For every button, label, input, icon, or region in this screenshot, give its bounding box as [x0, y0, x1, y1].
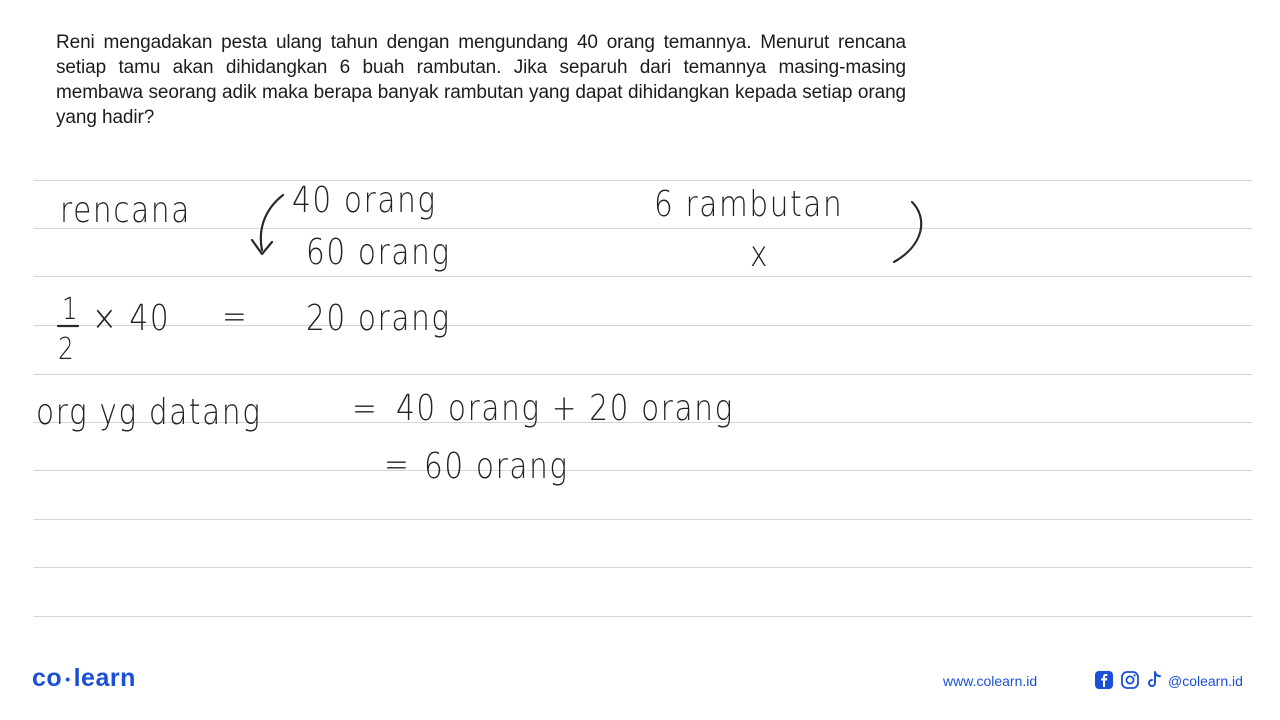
handwritten-equals: = [384, 444, 411, 485]
handwritten-sum-expression: 40 orang + 20 orang [396, 388, 734, 429]
brand-dot: • [65, 671, 71, 688]
left-arrow-bracket [252, 195, 283, 254]
handwritten-equals: = [352, 388, 379, 429]
facebook-icon[interactable] [1094, 670, 1114, 690]
handwritten-times-40: × 40 [92, 298, 171, 339]
handwritten-fraction-numerator: 1 [62, 292, 80, 327]
instagram-icon[interactable] [1120, 670, 1140, 690]
right-bracket [894, 202, 921, 262]
question-text: Reni mengadakan pesta ulang tahun dengan mengundang 40 orang temannya. Menurut rencana setiap tamu akan dihidangkan 6 buah rambutan. Jika separuh dari temannya masing-masing membawa seorang adik maka berapa banyak rambutan yang dapat dihidangkan kepada setiap orang yang hadir? [56, 32, 906, 128]
brand-right: learn [73, 664, 136, 692]
handwritten-60-orang-total: 60 orang [424, 446, 569, 487]
tiktok-icon[interactable] [1144, 670, 1164, 690]
handwritten-40-orang: 40 orang [292, 180, 437, 221]
handwritten-6-rambutan: 6 rambutan [654, 184, 844, 225]
colearn-logo [32, 664, 136, 693]
handwritten-fraction-denominator: 2 [58, 332, 76, 367]
handwritten-rencana: rencana [60, 190, 191, 231]
handwritten-equals: = [222, 296, 249, 337]
website-link[interactable]: www.colearn.id [943, 673, 1038, 689]
handwritten-x: x [750, 234, 770, 275]
handwritten-20-orang: 20 orang [306, 298, 451, 339]
brand-left: co [32, 664, 63, 692]
handwritten-60-orang: 60 orang [306, 232, 451, 273]
social-handle[interactable]: @colearn.id [1168, 673, 1243, 689]
handwritten-org-yg-datang: org yg datang [36, 392, 262, 433]
